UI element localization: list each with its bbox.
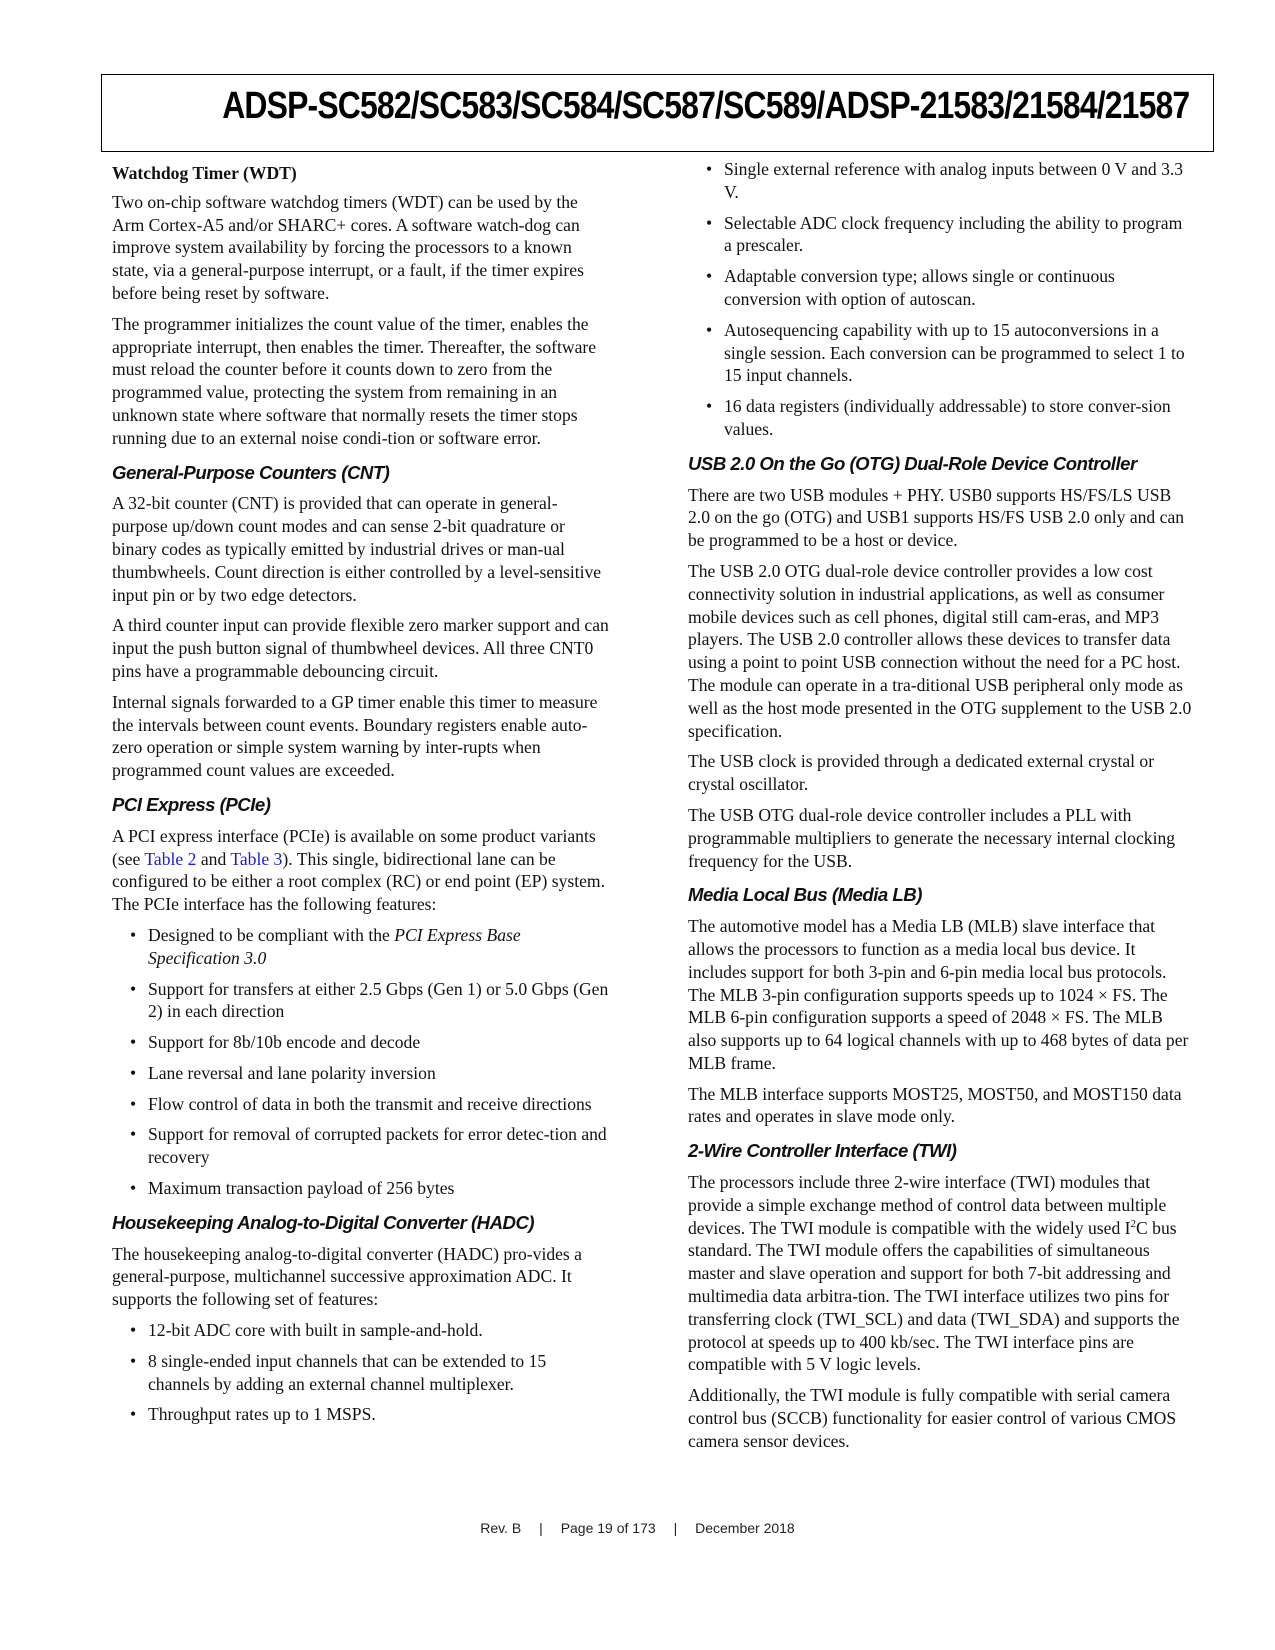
- publication-date: December 2018: [695, 1520, 795, 1536]
- list-item: • Selectable ADC clock frequency including the ability to program a prescaler.: [688, 212, 1193, 258]
- footer-separator: |: [539, 1520, 543, 1536]
- usb-paragraph-4: The USB OTG dual-role device controller includes a PLL with programmable multipliers to generate the necessary internal clocking frequency for the USB.: [688, 804, 1176, 871]
- usb-paragraph-3: The USB clock is provided through a dedicated external crystal or crystal oscillator.: [688, 751, 1155, 795]
- list-item: • Support for 8b/10b encode and decode: [112, 1031, 612, 1054]
- list-item: • Designed to be compliant with the PCI Express Base Specification 3.0: [112, 924, 612, 970]
- list-item: • Autosequencing capability with up to 15 autoconversions in a single session. Each conversion can be programmed to select 1 to 15 input channels.: [688, 319, 1193, 387]
- twi-heading: 2-Wire Controller Interface (TWI): [688, 1140, 957, 1162]
- mlb-heading: Media Local Bus (Media LB): [688, 884, 922, 906]
- list-item: • 16 data registers (individually addressable) to store conver-sion values.: [688, 395, 1193, 441]
- left-column: [112, 158, 612, 1434]
- list-item: • Single external reference with analog inputs between 0 V and 3.3 V.: [688, 158, 1193, 204]
- usb-heading: USB 2.0 On the Go (OTG) Dual-Role Device Controller: [688, 452, 1137, 474]
- pcie-heading: PCI Express (PCIe): [112, 793, 271, 815]
- pcie-feature-list: [112, 924, 612, 1200]
- twi-paragraph-1: The processors include three 2-wire interface (TWI) modules that provide a simple exchange method of control data between multiple devices. The TWI module is compatible with the widely used $I^2C$ bus standard. The TWI module offers the capabilities of simultaneous master and slave operation and support for both 7-bit addressing and multimedia data arbitra-tion. The TWI interface utilizes two pins for transferring clock (TWI_SCL) and data (TWI_SDA) and supports the protocol at speeds up to 400 kb/sec. The TWI interface pins are compatible with 5 V logic levels.: [688, 1172, 1180, 1375]
- page-footer: [0, 1520, 1275, 1536]
- wdt-paragraph-2: The programmer initializes the count value of the timer, enables the appropriate interrupt, then enables the timer. Thereafter, the software must reload the counter before it counts down to zero from the programmed value, protecting the system from remaining in an unknown state where software that normally resets the timer stops running due to an external noise condi-tion or software error.: [112, 313, 597, 448]
- twi-paragraph-2: Additionally, the TWI module is fully compatible with serial camera control bus (SCCB) functionality for easier control of various CMOS camera sensor devices.: [688, 1385, 1177, 1451]
- pcie-paragraph-1: A PCI express interface (PCIe) is available on some product variants (see Table 2 and Table 3). This single, bidirectional lane can be configured to be either a root complex (RC) or end point (EP) system. The PCIe interface has the following features:: [112, 825, 605, 915]
- right-column: [688, 158, 1193, 1461]
- page-number: Page 19 of 173: [560, 1520, 656, 1536]
- usb-paragraph-2: The USB 2.0 OTG dual-role device controller provides a low cost connectivity solution in industrial applications, as well as consumer mobile devices such as cell phones, digital still cam-eras, and MP3 players. The USB 2.0 controller allows these devices to transfer data using a point to point USB connection without the need for a PC host. The module can operate in a tra-ditional USB peripheral only mode as well as the host mode presented in the OTG supplement to the USB 2.0 specification.: [688, 560, 1192, 741]
- table-3-link[interactable]: Table 3: [230, 848, 283, 869]
- list-item: • Lane reversal and lane polarity inversion: [112, 1062, 612, 1085]
- wdt-heading: Watchdog Timer (WDT): [112, 163, 297, 183]
- footer-separator: |: [673, 1520, 678, 1536]
- list-item: • Adaptable conversion type; allows single or continuous conversion with option of autoscan.: [688, 265, 1193, 311]
- cnt-heading: General-Purpose Counters (CNT): [112, 461, 390, 483]
- revision-label: Rev. B: [480, 1520, 522, 1536]
- list-item: • Support for removal of corrupted packets for error detec-tion and recovery: [112, 1123, 612, 1169]
- list-item: • 12-bit ADC core with built in sample-and-hold.: [112, 1319, 612, 1342]
- list-item: • Throughput rates up to 1 MSPS.: [112, 1403, 612, 1426]
- cnt-paragraph-2: A third counter input can provide flexible zero marker support and can input the push button signal of thumbwheel devices. All three CNT0 pins have a programmable debouncing circuit.: [112, 615, 609, 681]
- mlb-paragraph-1: The automotive model has a Media LB (MLB) slave interface that allows the processors to function as a media local bus device. It includes support for both 3-pin and 6-pin media local bus protocols. The MLB 3-pin configuration supports speeds up to 1024 × FS. The MLB 6-pin configuration supports a speed of 2048 × FS. The MLB also supports up to 64 logical channels with up to 468 bytes of data per MLB frame.: [688, 916, 1189, 1073]
- wdt-paragraph-1: Two on-chip software watchdog timers (WDT) can be used by the Arm Cortex-A5 and/or SHARC+ cores. A software watch-dog can improve system availability by forcing the processors to a known state, via a general-purpose interrupt, or a fault, if the timer expires before being reset by software.: [112, 191, 584, 303]
- list-item: • Maximum transaction payload of 256 bytes: [112, 1177, 612, 1200]
- list-item: • Flow control of data in both the transmit and receive directions: [112, 1093, 612, 1116]
- hadc-feature-list: [112, 1319, 612, 1426]
- mlb-paragraph-2: The MLB interface supports MOST25, MOST50, and MOST150 data rates and operates in slave mode only.: [688, 1083, 1182, 1127]
- hadc-feature-list-continued: [688, 158, 1193, 441]
- usb-paragraph-1: There are two USB modules + PHY. USB0 supports HS/FS/LS USB 2.0 on the go (OTG) and USB1 supports HS/FS USB 2.0 only and can be programmed to be a host or device.: [688, 484, 1185, 551]
- cnt-paragraph-3: Internal signals forwarded to a GP timer enable this timer to measure the intervals between count events. Boundary registers enable auto-zero operation or simple system warning by inter-rupts when programmed count values are exceeded.: [112, 691, 598, 781]
- list-item: • 8 single-ended input channels that can be extended to 15 channels by adding an external channel multiplexer.: [112, 1350, 612, 1396]
- hadc-heading: Housekeeping Analog-to-Digital Converter (HADC): [112, 1211, 535, 1233]
- list-item: • Support for transfers at either 2.5 Gbps (Gen 1) or 5.0 Gbps (Gen 2) in each direction: [112, 978, 612, 1024]
- document-title: ADSP-SC582/SC583/SC584/SC587/SC589/ADSP-21583/21584/21587: [221, 85, 1189, 127]
- header-box: [101, 74, 1214, 152]
- hadc-paragraph-1: The housekeeping analog-to-digital converter (HADC) pro-vides a general-purpose, multichannel successive approximation ADC. It supports the following set of features:: [112, 1243, 582, 1310]
- cnt-paragraph-1: A 32-bit counter (CNT) is provided that can operate in general-purpose up/down count modes and can sense 2-bit quadrature or binary codes as typically emitted by industrial drives or man-ual thumbwheels. Count direction is either controlled by a level-sensitive input pin or by two edge detectors.: [112, 493, 602, 605]
- table-2-link[interactable]: Table 2: [144, 848, 197, 869]
